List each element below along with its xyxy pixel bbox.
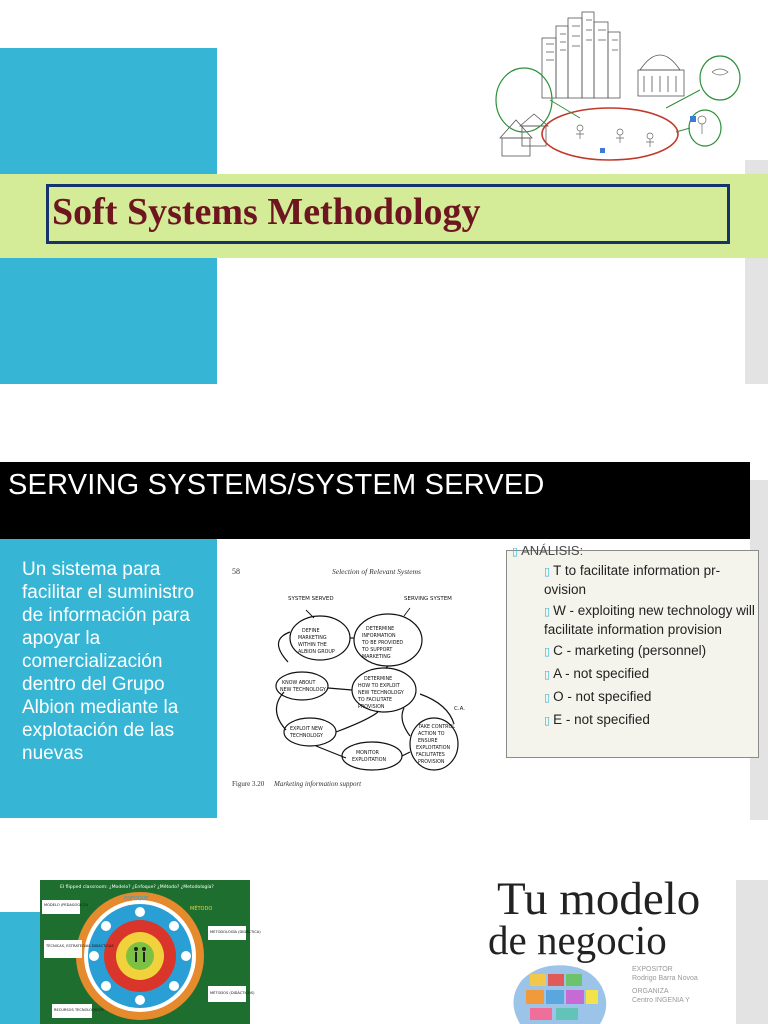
- bullet-icon: ▯: [544, 692, 551, 704]
- body-line: comercialización: [22, 651, 163, 672]
- book-meta-label: ORGANIZA: [632, 988, 669, 995]
- bullet-icon: ▯: [544, 566, 551, 578]
- slide1-title: Soft Systems Methodology: [52, 191, 481, 233]
- svg-text:RECURSOS TECNOLÓGICOS: RECURSOS TECNOLÓGICOS: [54, 1008, 104, 1012]
- slide2-body-text: [22, 558, 222, 765]
- svg-text:WITHIN THE: WITHIN THE: [298, 643, 327, 648]
- svg-text:INFORMATION: INFORMATION: [362, 634, 396, 639]
- figure-label-ca: C.A.: [454, 706, 466, 712]
- book-meta-value: Centro INGENIA Y: [632, 997, 690, 1004]
- book-title-line1: Tu modelo: [497, 873, 701, 925]
- slide3-accent-panel: [0, 912, 40, 1024]
- svg-text:TECHNOLOGY: TECHNOLOGY: [290, 734, 323, 739]
- svg-text:TO FACILITATE: TO FACILITATE: [358, 698, 393, 703]
- figure-caption-number: Figure 3.20: [232, 780, 265, 788]
- book-meta-label: EXPOSITOR: [632, 966, 673, 973]
- analysis-heading-text: ANÁLISIS:: [521, 543, 584, 558]
- svg-text:DETERMINE: DETERMINE: [366, 627, 395, 632]
- svg-text:MARKETING: MARKETING: [362, 655, 391, 660]
- body-line: de información para: [22, 605, 190, 626]
- book-cover-head-illustration: [500, 960, 622, 1024]
- analysis-item: ▯ E - not specified: [544, 712, 650, 727]
- bullet-icon: ▯: [544, 715, 551, 727]
- book-meta-value: Rodrigo Barra Novoa: [632, 975, 698, 982]
- analysis-item: ▯ C - marketing (personnel): [544, 643, 707, 658]
- figure-page-number: 58: [232, 567, 240, 576]
- bullet-icon: ▯: [544, 606, 551, 618]
- svg-text:MARKETING: MARKETING: [298, 636, 327, 641]
- slide2-title: SERVING SYSTEMS/SYSTEM SERVED: [8, 469, 545, 501]
- body-line: facilitar el suministro: [22, 582, 195, 603]
- svg-text:FACILITATES: FACILITATES: [416, 753, 445, 758]
- svg-text:ENFOQUE: ENFOQUE: [124, 896, 149, 902]
- analysis-item: ▯ T to facilitate information pr-ovision: [544, 563, 721, 597]
- svg-text:PROVISION: PROVISION: [358, 705, 385, 710]
- city-sketch-illustration: [490, 8, 752, 166]
- svg-text:MODELO (PEDAGÓGICO): MODELO (PEDAGÓGICO): [44, 903, 88, 907]
- bullet-icon: ▯: [544, 669, 551, 681]
- body-line: nuevas: [22, 743, 84, 764]
- svg-text:DETERMINE: DETERMINE: [364, 677, 393, 682]
- body-line: explotación de las: [22, 720, 175, 741]
- svg-text:ALBION GROUP: ALBION GROUP: [298, 650, 335, 655]
- analysis-list: [544, 562, 756, 734]
- figure-caption-text: Marketing information support: [274, 780, 362, 788]
- analysis-item: ▯ A - not specified: [544, 666, 650, 681]
- svg-text:NEW TECHNOLOGY: NEW TECHNOLOGY: [358, 691, 404, 696]
- svg-text:TÉCNICAS, ESTRATEGIAS DIDÁCTIC: TÉCNICAS, ESTRATEGIAS DIDÁCTICAS: [46, 944, 114, 948]
- analysis-item: ▯ O - not specified: [544, 689, 652, 704]
- svg-text:PROVISION: PROVISION: [418, 760, 445, 765]
- bullet-icon: ▯: [512, 546, 519, 558]
- svg-text:MONITOR: MONITOR: [356, 751, 379, 756]
- svg-text:EXPLOITATION: EXPLOITATION: [352, 758, 387, 763]
- body-line: Un sistema para: [22, 559, 161, 580]
- svg-text:TO SUPPORT: TO SUPPORT: [362, 648, 393, 653]
- svg-text:TAKE CONTROL: TAKE CONTROL: [418, 725, 455, 730]
- flipped-classroom-infographic: [40, 880, 261, 1024]
- svg-text:KNOW ABOUT: KNOW ABOUT: [282, 681, 316, 686]
- svg-text:EXPLOITATION: EXPLOITATION: [416, 746, 451, 751]
- analysis-item: ▯ W - exploiting new technology will facilitate information provision: [544, 603, 755, 637]
- svg-text:MÉTODO: MÉTODO: [190, 906, 213, 912]
- svg-text:METODOLOGÍA (DIDÁCTICA): METODOLOGÍA (DIDÁCTICA): [210, 930, 261, 934]
- svg-text:ACTION TO: ACTION TO: [418, 732, 445, 737]
- body-line: dentro del Grupo: [22, 674, 165, 695]
- marketing-information-support-figure: [228, 560, 490, 794]
- svg-text:ENSURE: ENSURE: [418, 739, 438, 744]
- figure-running-title: Selection of Relevant Systems: [332, 567, 421, 576]
- figure-label-system-served: SYSTEM SERVED: [288, 596, 334, 602]
- svg-text:NEW TECHNOLOGY: NEW TECHNOLOGY: [280, 688, 326, 693]
- figure-label-serving-system: SERVING SYSTEM: [404, 596, 452, 602]
- analysis-heading: [512, 543, 583, 558]
- infographic-title: El flipped classroom: ¿Modelo? ¿Enfoque? ¿Método? ¿Metodología?: [60, 885, 214, 890]
- svg-text:DEFINE: DEFINE: [302, 629, 320, 634]
- bullet-icon: ▯: [544, 646, 551, 658]
- svg-text:TO BE PROVIDED: TO BE PROVIDED: [362, 641, 404, 646]
- body-line: apoyar la: [22, 628, 101, 649]
- svg-text:HOW TO EXPLOIT: HOW TO EXPLOIT: [358, 684, 400, 689]
- slide3-next-slide-edge: [735, 880, 768, 1024]
- book-title-line2: de negocio: [488, 917, 667, 963]
- svg-text:EXPLOIT NEW: EXPLOIT NEW: [290, 727, 323, 732]
- body-line: Albion mediante la: [22, 697, 179, 718]
- svg-text:MÉTODOS (DIDÁCTICOS): MÉTODOS (DIDÁCTICOS): [210, 991, 255, 995]
